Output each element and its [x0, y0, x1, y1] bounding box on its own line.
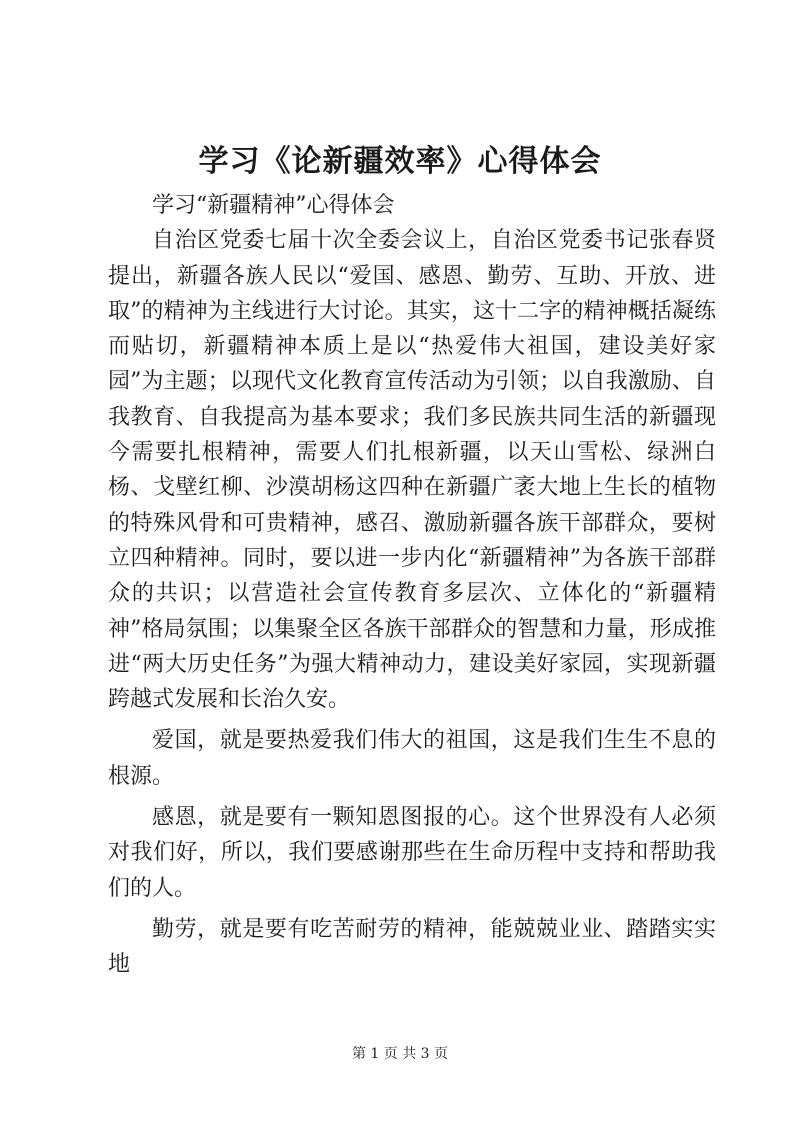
body-paragraph: 感恩，就是要有一颗知恩图报的心。这个世界没有人必须对我们好，所以，我们要感谢那些在生命历程中支持和帮助我们的人。	[108, 805, 716, 901]
subtitle-paragraph: 学习“新疆精神”心得体会	[152, 193, 395, 218]
page-number-footer: 第 1 页 共 3 页	[351, 1046, 449, 1062]
body-paragraph: 爱国，就是要热爱我们伟大的祖国，这是我们生生不息的根源。	[108, 728, 716, 789]
body-paragraph: 勤劳，就是要有吃苦耐劳的精神，能兢兢业业、踏踏实实地	[108, 916, 716, 978]
document-body	[108, 188, 716, 983]
document-title: 学习《论新疆效率》心得体会	[198, 144, 602, 179]
body-paragraph: 自治区党委七届十次全委会议上，自治区党委书记张春贤提出，新疆各族人民以“爱国、感恩、勤劳、互助、开放、进取”的精神为主线进行大讨论。其实，这十二字的精神概括凝练而贴切，新疆精神本质上是以“热爱伟大祖国，建设美好家园”为主题；以现代文化教育宣传活动为引领；以自我激励、自我教育、自我提高为基本要求；我们多民族共同生活的新疆现今需要扎根精神，需要人们扎根新疆，以天山雪松、绿洲白杨、戈壁红柳、沙漠胡杨这四种在新疆广袤大地上生长的植物的特殊风骨和可贵精神，感召、激励新疆各族干部群众，要树立四种精神。同时，要以进一步内化“新疆精神”为各族干部群众的共识；以营造社会宣传教育多层次、立体化的“新疆精神”格局氛围；以集聚全区各族干部群众的智慧和力量，形成推进“两大历史任务”为强大精神动力，建设美好家园，实现新疆跨越式发展和长治久安。	[108, 228, 716, 713]
